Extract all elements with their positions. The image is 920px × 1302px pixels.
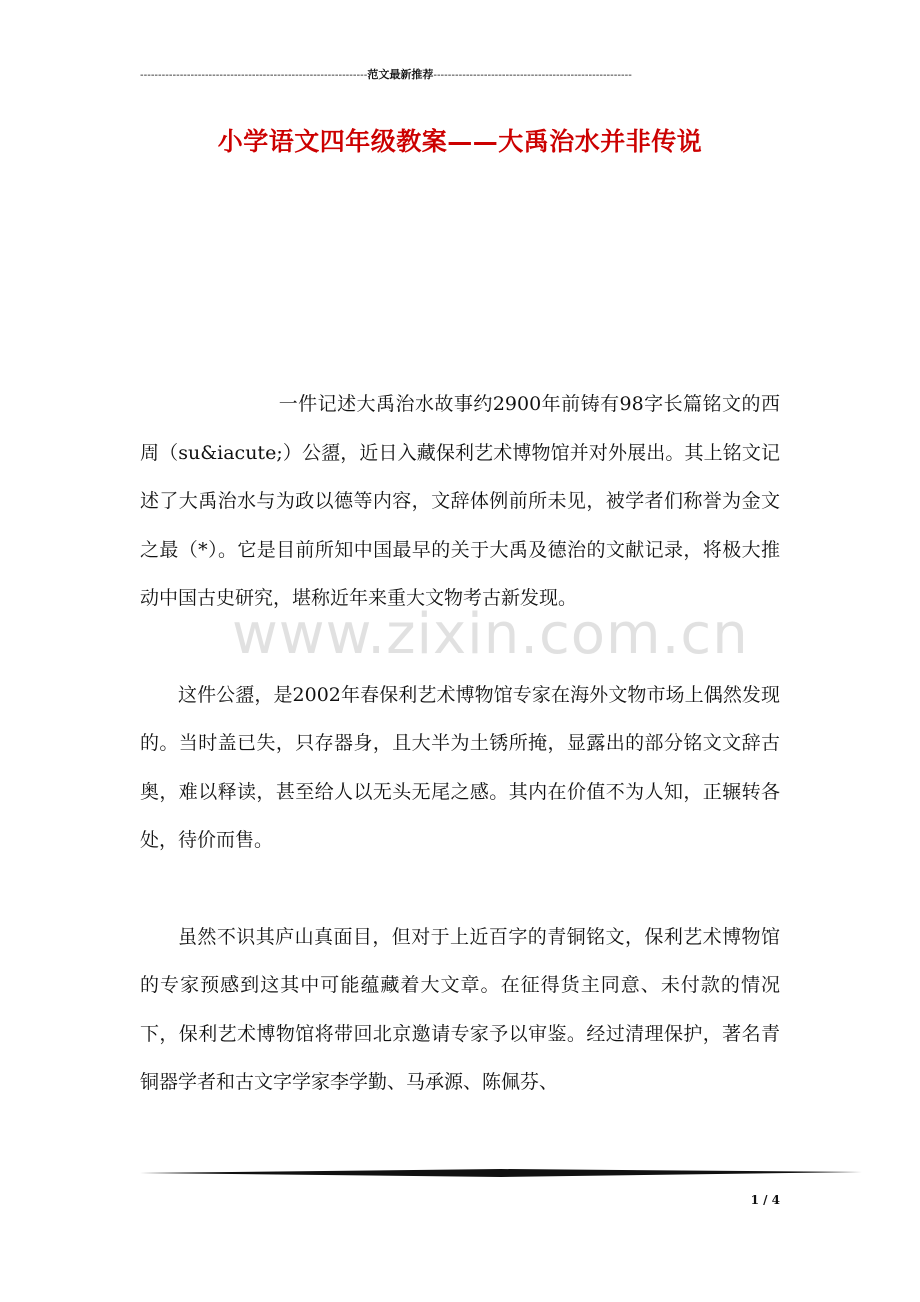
paragraph-1: 一件记述大禹治水故事约2900年前铸有98字长篇铭文的西周（su&iacute;）公盨，近日入藏保利艺术博物馆并对外展出。其上铭文记述了大禹治水与为政以德等内容，文辞体例前所未见，被学者们称誉为金文之最（*）。它是目前所知中国最早的关于大禹及德治的文献记录，将极大推动中国古史研究，堪称近年来重大文物考古新发现。 (140, 393, 780, 609)
paragraph-gap (140, 623, 780, 671)
page-header (140, 68, 780, 83)
document-body (140, 380, 780, 1107)
header-dashes-right: ------------------------------------------------------- (433, 70, 632, 81)
paragraph-3: 虽然不识其庐山真面目，但对于上近百字的青铜铭文，保利艺术博物馆的专家预感到这其中可能蕴藏着大文章。在征得货主同意、未付款的情况下，保利艺术博物馆将带回北京邀请专家予以审鉴。经过清理保护，著名青铜器学者和古文字学家李学勤、马承源、陈佩芬、 (140, 925, 780, 1093)
header-label: 范文最新推荐 (367, 68, 434, 81)
paragraph-gap (140, 865, 780, 913)
watermark: www.zixin.com.cn (232, 602, 749, 667)
footer-rule-swoosh (140, 1169, 862, 1177)
header-dashes-left: --------------------------------------------------------------- (140, 70, 368, 81)
paragraph-2: 这件公盨，是2002年春保利艺术博物馆专家在海外文物市场上偶然发现的。当时盖已失，只存器身，且大半为土锈所掩，显露出的部分铭文文辞古奥，难以释读，甚至给人以无头无尾之感。其内在价值不为人知，正辗转各处，待价而售。 (140, 683, 780, 851)
document-title: 小学语文四年级教案——大禹治水并非传说 (217, 127, 703, 156)
page-number: 1 / 4 (750, 1193, 780, 1207)
footer-rule (140, 1166, 862, 1180)
